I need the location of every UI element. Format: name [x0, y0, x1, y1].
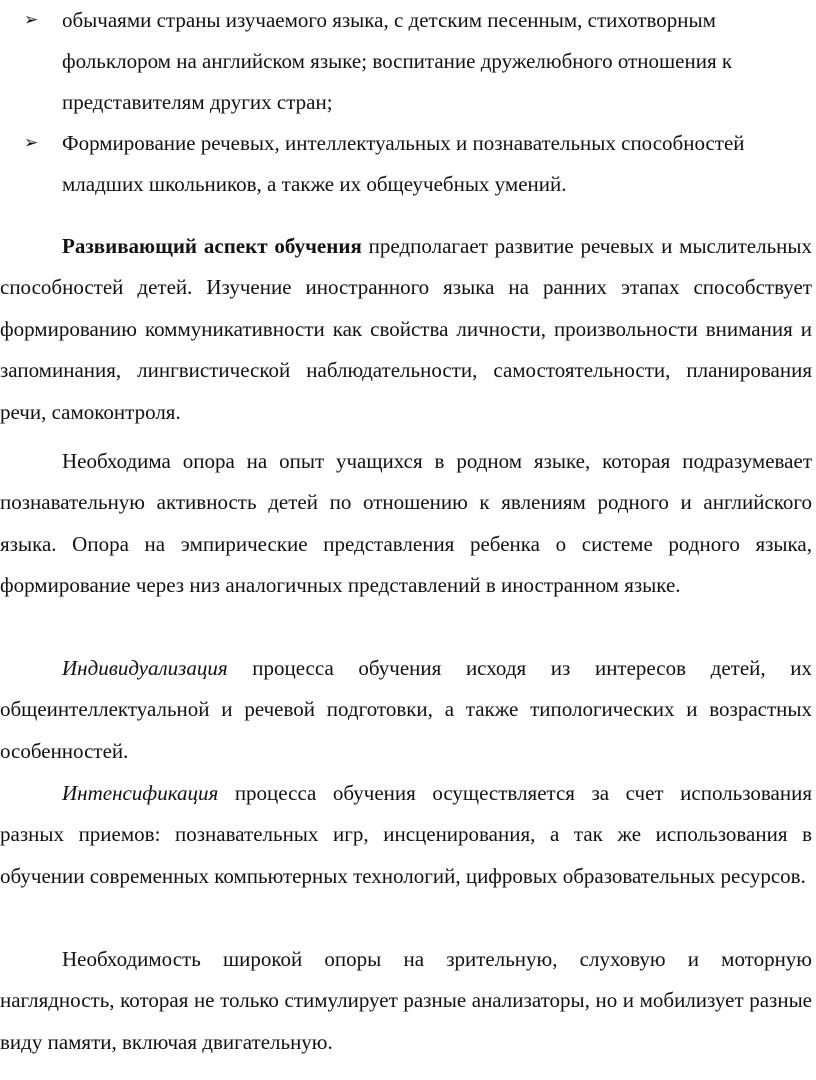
paragraph-body: процесса обучения осуществляется за счет использования разных приемов: познавательных игр, инсценирования, а так же использования в обучении современных компьютерных технологий, цифровых образовательных ресурсов.: [0, 781, 812, 888]
bullet-item: [24, 123, 810, 205]
paragraph-lead-italic: Интенсификация: [62, 781, 219, 805]
paragraph-body: предполагает развитие речевых и мыслительных способностей детей. Изучение иностранного языка на ранних этапах способствует формированию коммуникативности как свойства личности, произвольности внимания и запоминания, лингвистической наблюдательности, самостоятельности, планирования речи, самоконтроля.: [0, 234, 813, 424]
paragraph-body: Необходима опора на опыт учащихся в родном языке, которая подразумевает познавательную активность детей по отношению к явлениям родного и английского языка. Опора на эмпирические представления ребенка о системе родного языка, формирование через низ аналогичных представлений в иностранном языке.: [0, 449, 812, 598]
paragraph-visual-aids: [0, 939, 812, 1063]
paragraph-body: процесса обучения исходя из интересов детей, их общеинтеллектуальной и речевой подготовки, а также типологических и возрастных особенностей.: [0, 656, 812, 763]
paragraph-body: Необходимость широкой опоры на зрительную, слуховую и моторную наглядность, которая не только стимулирует разные анализаторы, но и мобилизует разные виду памяти, включая двигательную.: [0, 947, 812, 1054]
arrow-bullet-icon: ➢: [24, 10, 39, 30]
bullet-text: обычаями страны изучаемого языка, с детским песенным, стихотворным фольклором на английском языке; воспитание дружелюбного отношения к представителям других стран;: [62, 8, 733, 114]
bullet-list: [24, 0, 810, 205]
paragraph-developing-aspect: [0, 226, 812, 433]
arrow-bullet-icon: ➢: [24, 133, 39, 153]
paragraph-lead-italic: Индивидуализация: [62, 656, 228, 680]
paragraph-lead-bold: Развивающий аспект обучения: [62, 234, 362, 258]
paragraph-individualization: [0, 648, 812, 772]
paragraph-intensification: [0, 773, 812, 897]
bullet-text: Формирование речевых, интеллектуальных и познавательных способностей младших школьников, а также их общеучебных умений.: [62, 131, 745, 196]
bullet-item: [24, 0, 810, 123]
paragraph-native-language: [0, 441, 812, 607]
